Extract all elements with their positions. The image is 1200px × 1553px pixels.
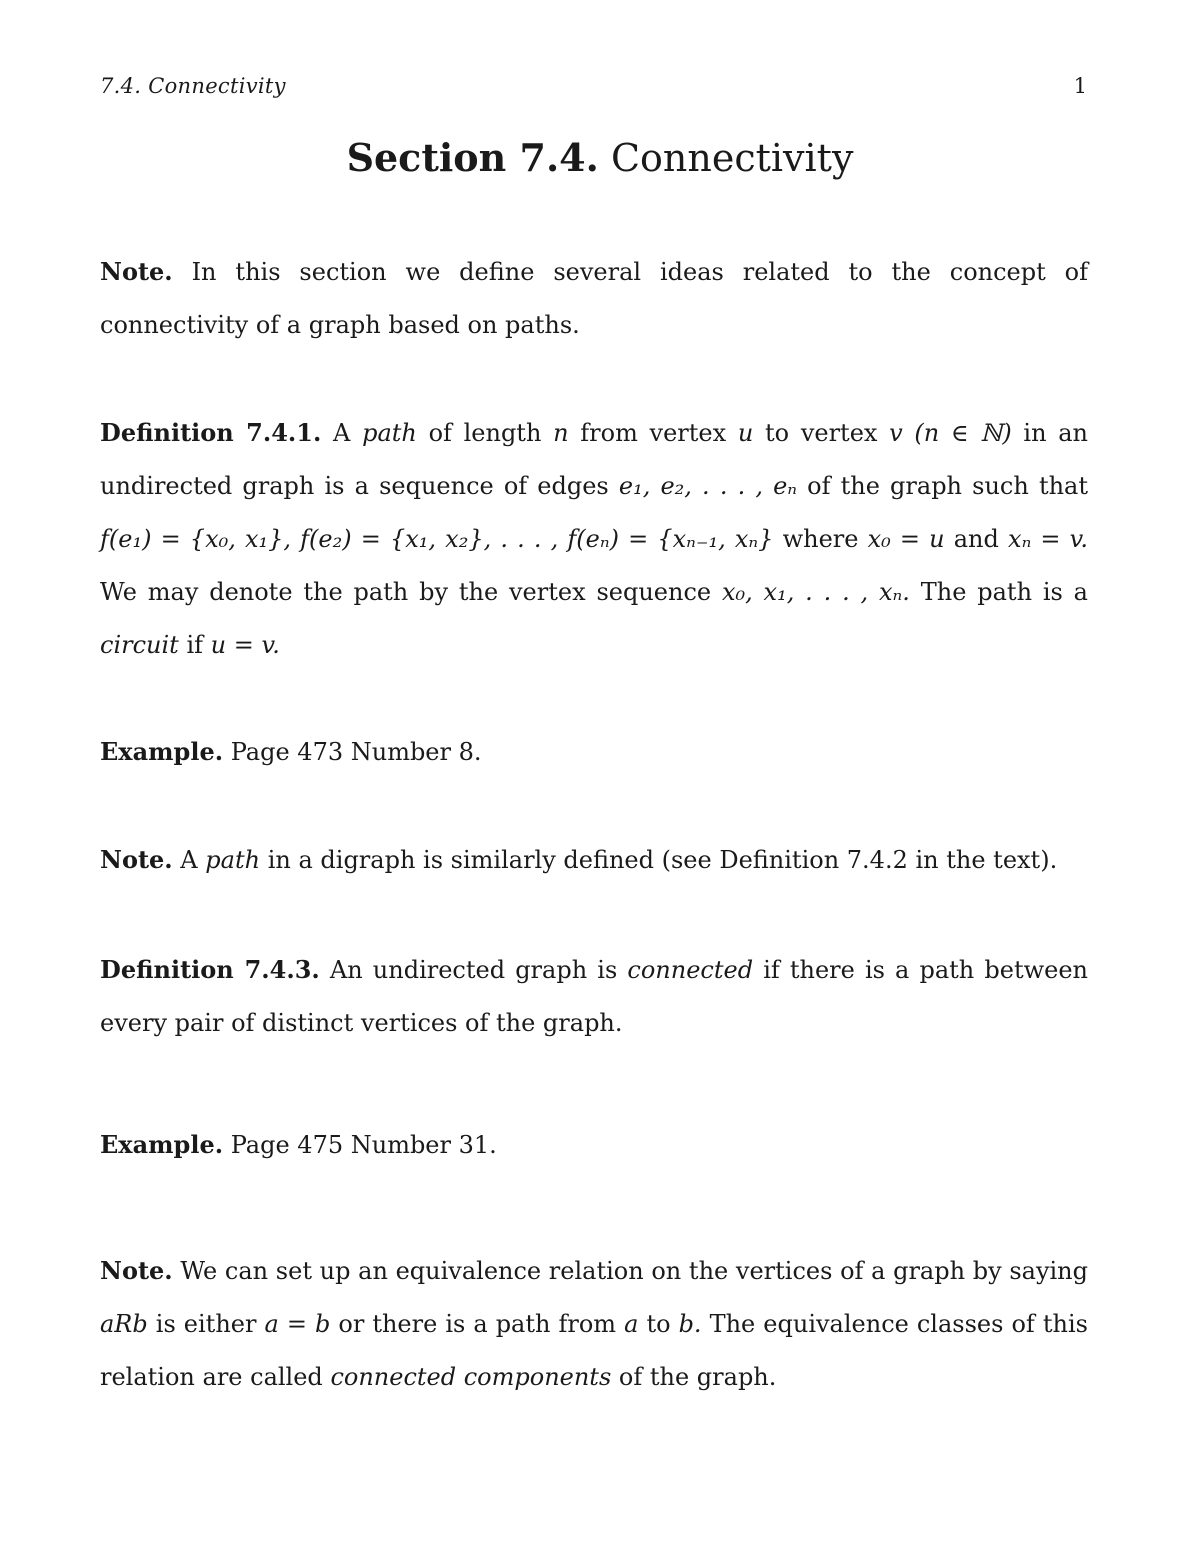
example-2 — [100, 1118, 1088, 1172]
example-label: Example. — [100, 1130, 224, 1159]
page-number: 1 — [1073, 74, 1087, 98]
text-fragment: if there is a path between every pair of distinct vertices of the graph. — [100, 956, 1088, 1037]
text-fragment: An undirected graph is — [329, 956, 618, 984]
math-a-equals-b: a = b — [264, 1310, 331, 1338]
note-text: in a digraph is similarly defined (see Definition 7.4.2 in the text). — [267, 846, 1058, 874]
text-fragment: in an undirected graph is a sequence of edges — [100, 419, 1088, 500]
definition-7-4-3 — [100, 943, 1088, 1050]
example-text: Page 473 Number 8. — [230, 738, 482, 766]
term-circuit: circuit — [100, 631, 179, 659]
text-fragment: is either — [155, 1310, 257, 1338]
term-connected-components: connected components — [330, 1363, 612, 1391]
example-1 — [100, 725, 1088, 779]
text-fragment: A — [180, 846, 198, 874]
math-n: n — [553, 419, 569, 447]
note-label: Note. — [100, 257, 173, 286]
math-xn-equals-v: xₙ = v. — [1008, 525, 1089, 553]
math-n-in-naturals: (n ∈ ℕ) — [914, 419, 1012, 447]
definition-label: Definition 7.4.3. — [100, 955, 320, 984]
example-label: Example. — [100, 737, 224, 766]
section-title-number: Section 7.4. — [346, 135, 599, 180]
note-label: Note. — [100, 845, 173, 874]
math-x0-equals-u: x₀ = u — [867, 525, 945, 553]
text-fragment: We can set up an equivalence relation on the vertices of a graph by saying — [180, 1257, 1088, 1285]
text-fragment: of the graph such that — [807, 472, 1088, 500]
note-digraph-path — [100, 833, 1088, 887]
math-aRb: aRb — [100, 1310, 148, 1338]
note-label: Note. — [100, 1256, 173, 1285]
text-fragment: and — [953, 525, 999, 553]
text-fragment: The path is a — [920, 578, 1088, 606]
text-fragment: We may denote the path by the vertex sequence — [100, 578, 712, 606]
section-title — [0, 134, 1200, 182]
definition-7-4-1 — [100, 406, 1088, 672]
example-text: Page 475 Number 31. — [230, 1131, 497, 1159]
term-connected: connected — [627, 956, 754, 984]
note-equivalence-relation — [100, 1244, 1088, 1404]
text-fragment: if — [186, 631, 204, 659]
note-intro — [100, 245, 1088, 352]
text-fragment: where — [782, 525, 859, 553]
text-fragment: A — [333, 419, 351, 447]
math-vertex-sequence: x₀, x₁, . . . , xₙ. — [721, 578, 910, 606]
section-title-text: Connectivity — [610, 136, 854, 180]
math-a: a — [624, 1310, 639, 1338]
text-fragment: to vertex — [765, 419, 878, 447]
text-fragment: of the graph. — [618, 1363, 777, 1391]
text-fragment: to — [646, 1310, 671, 1338]
text-fragment: from vertex — [580, 419, 727, 447]
math-edge-sequence: e₁, e₂, . . . , eₙ — [618, 472, 798, 500]
term-path: path — [362, 419, 417, 447]
math-v: v — [889, 419, 903, 447]
note-text: In this section we define several ideas related to the concept of connectivity of a graph based on paths. — [100, 258, 1088, 339]
term-path: path — [205, 846, 261, 874]
math-u-equals-v: u = v. — [210, 631, 280, 659]
text-fragment: or there is a path from — [338, 1310, 617, 1338]
math-u: u — [737, 419, 754, 447]
math-b: b. — [678, 1310, 702, 1338]
text-fragment: of length — [428, 419, 542, 447]
running-head: 7.4. Connectivity — [100, 74, 286, 98]
math-edge-mapping: f(e₁) = {x₀, x₁}, f(e₂) = {x₁, x₂}, . . . , f(eₙ) = {xₙ₋₁, xₙ} — [100, 525, 774, 553]
definition-label: Definition 7.4.1. — [100, 418, 322, 447]
text-fragment: The equivalence classes of this relation are called — [100, 1310, 1088, 1391]
